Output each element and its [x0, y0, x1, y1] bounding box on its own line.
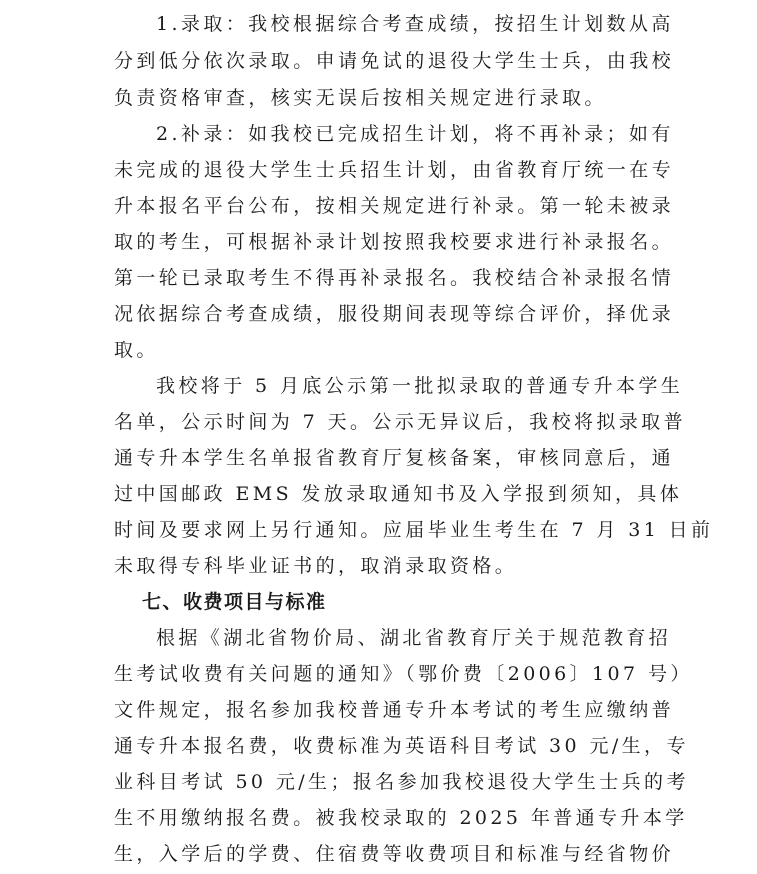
paragraph-line: 2.补录：如我校已完成招生计划，将不再补录；如有 — [156, 123, 674, 145]
section-heading: 七、收费项目与标准 — [142, 591, 327, 613]
paragraph-line: 况依据综合考查成绩，服役期间表现等综合评价，择优录 — [114, 303, 675, 325]
paragraph-line: 名单，公示时间为 7 天。公示无异议后，我校将拟录取普 — [114, 411, 686, 433]
paragraph-line: 生考试收费有关问题的通知》（鄂价费〔2006〕107 号） — [114, 663, 693, 685]
paragraph-line: 我校将于 5 月底公示第一批拟录取的普通专升本学生 — [156, 375, 684, 397]
paragraph-line: 生，入学后的学费、住宿费等收费项目和标准与经省物价 — [114, 843, 675, 865]
paragraph-line: 文件规定，报名参加我校普通专升本考试的考生应缴纳普 — [114, 699, 675, 721]
paragraph-line: 生不用缴纳报名费。被我校录取的 2025 年普通专升本学 — [114, 807, 688, 829]
paragraph-line: 1.录取：我校根据综合考查成绩，按招生计划数从高 — [156, 13, 674, 35]
paragraph-line: 未取得专科毕业证书的，取消录取资格。 — [114, 555, 518, 577]
paragraph-line: 根据《湖北省物价局、湖北省教育厅关于规范教育招 — [156, 627, 672, 649]
paragraph-line: 过中国邮政 EMS 发放录取通知书及入学报到须知，具体 — [114, 483, 683, 505]
paragraph-line: 负责资格审查，核实无误后按相关规定进行录取。 — [114, 87, 607, 109]
paragraph-line: 取的考生，可根据补录计划按照我校要求进行补录报名。 — [114, 231, 675, 253]
paragraph-line: 未完成的退役大学生士兵招生计划，由省教育厅统一在专 — [114, 159, 675, 181]
paragraph-line: 第一轮已录取考生不得再补录报名。我校结合补录报名情 — [114, 267, 675, 289]
paragraph-line: 升本报名平台公布，按相关规定进行补录。第一轮未被录 — [114, 195, 675, 217]
paragraph-line: 通专升本报名费，收费标准为英语科目考试 30 元/生，专 — [114, 735, 689, 757]
paragraph-line: 取。 — [114, 339, 159, 361]
paragraph-line: 通专升本学生名单报省教育厅复核备案，审核同意后，通 — [114, 447, 675, 469]
paragraph-line: 业科目考试 50 元/生；报名参加我校退役大学生士兵的考 — [114, 771, 689, 793]
paragraph-line: 分到低分依次录取。申请免试的退役大学生士兵，由我校 — [114, 50, 675, 72]
paragraph-line: 时间及要求网上另行通知。应届毕业生考生在 7 月 31 日前 — [114, 519, 714, 541]
